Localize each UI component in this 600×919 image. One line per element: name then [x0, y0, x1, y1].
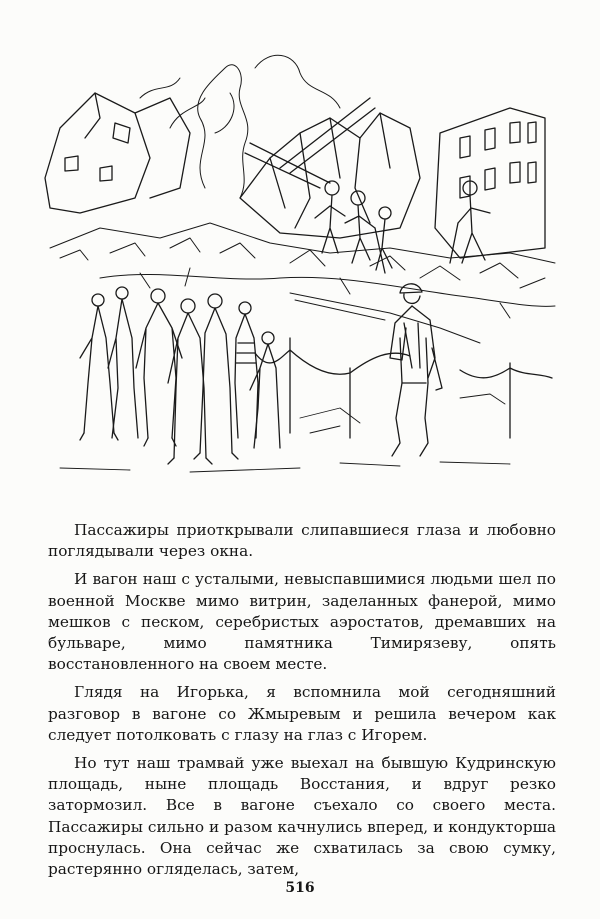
body-text	[48, 520, 556, 887]
paragraph: Но тут наш трамвай уже выехал на бывшую Кудринскую площадь, ныне площадь Восстания, и вдруг резко затормозил. Все в вагоне съехало со своего места. Пассажиры сильно и разом качнулись вперед, и кондукторша проснулась. Она сейчас же схватилась за свою сумку, растерянно огляделась, затем,	[48, 754, 556, 879]
paragraph: И вагон наш с усталыми, невыспавшимися людьми шел по военной Москве мимо витрин, заделанных фанерой, мимо мешков с песком, серебристых аэростатов, дремавших на бульваре, мимо памятника Тимирязеву, опять восстановленного на своем месте.	[48, 570, 556, 674]
smoke-plume	[140, 55, 340, 198]
ground-lines	[60, 394, 510, 472]
workers-group	[315, 181, 490, 273]
paragraph: Глядя на Игорька, я вспомнила мой сегодняшний разговор в вагоне со Жмыревым и решила вечером как следует потолковать с глазу на глаз с Игорем.	[48, 683, 556, 744]
crowd-group	[80, 287, 280, 464]
war-street-scene-illustration	[40, 38, 560, 480]
rubble-field	[50, 223, 555, 343]
page-number: 516	[285, 880, 315, 896]
ruined-building-right	[435, 108, 545, 258]
ruins-middle	[240, 98, 420, 238]
soldier-figure	[390, 284, 442, 456]
paragraph: Пассажиры приоткрывали слипавшиеся глаза и любовно поглядывали через окна.	[48, 521, 556, 561]
ruined-building-left	[45, 93, 190, 213]
